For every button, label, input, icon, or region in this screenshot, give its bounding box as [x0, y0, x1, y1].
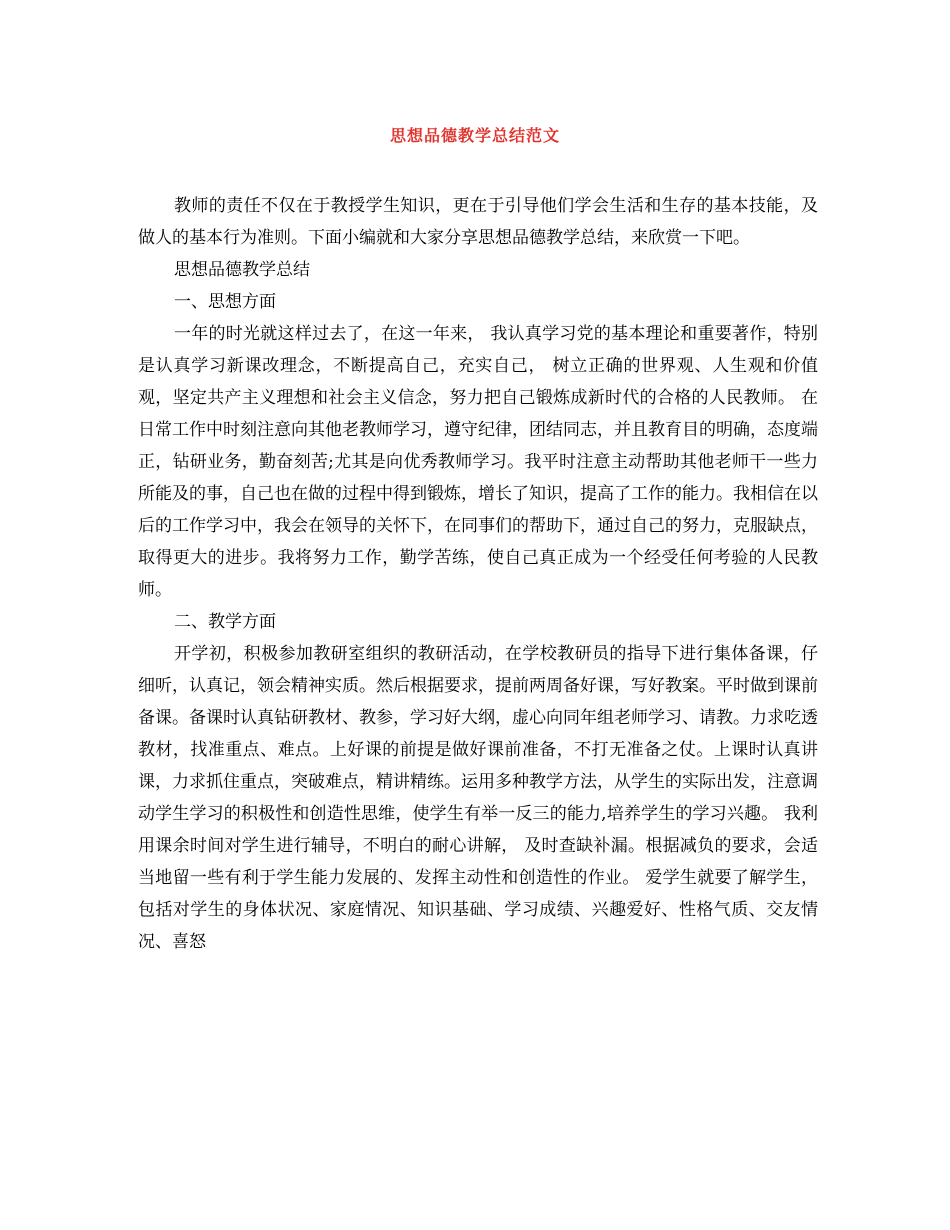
- intro-paragraph: 教师的责任不仅在于教授学生知识，更在于引导他们学会生活和生存的基本技能，及做人的基本行为准则。下面小编就和大家分享思想品德教学总结，来欣赏一下吧。: [138, 196, 818, 248]
- section-heading-summary: 思想品德教学总结: [174, 260, 310, 280]
- document-body: [138, 190, 818, 958]
- thought-paragraph: 一年的时光就这样过去了，在这一年来， 我认真学习党的基本理论和重要著作，特别是认真学习新课改理念，不断提高自己，充实自己， 树立正确的世界观、人生观和价值观，坚定共产主义理想和社会主义信念，努力把自己锻炼成新时代的合格的人民教师。 在日常工作中时刻注意向其他老教师学习，遵守纪律，团结同志，并且教育目的明确，态度端正，钻研业务，勤奋刻苦;尤其是向优秀教师学习。我平时注意主动帮助其他老师干一些力所能及的事，自己也在做的过程中得到锻炼，增长了知识，提高了工作的能力。我相信在以后的工作学习中，我会在领导的关怀下，在同事们的帮助下，通过自己的努力，克服缺点，取得更大的进步。我将努力工作，勤学苦练，使自己真正成为一个经受任何考验的人民教师。: [138, 324, 818, 600]
- teaching-paragraph: 开学初，积极参加教研室组织的教研活动，在学校教研员的指导下进行集体备课，仔细听，认真记，领会精神实质。然后根据要求，提前两周备好课，写好教案。平时做到课前备课。备课时认真钻研教材、教参，学习好大纲，虚心向同年组老师学习、请教。力求吃透教材，找准重点、难点。上好课的前提是做好课前准备，不打无准备之仗。上课时认真讲课，力求抓住重点，突破难点，精讲精练。运用多种教学方法，从学生的实际出发，注意调动学生学习的积极性和创造性思维，使学生有举一反三的能力,培养学生的学习兴趣。 我利用课余时间对学生进行辅导，不明白的耐心讲解， 及时查缺补漏。根据减负的要求，会适当地留一些有利于学生能力发展的、发挥主动性和创造性的作业。 爱学生就要了解学生，包括对学生的身体状况、家庭情况、知识基础、学习成绩、兴趣爱好、性格气质、交友情况、喜怒: [138, 644, 818, 952]
- document-title: 思想品德教学总结范文: [389, 126, 560, 145]
- section-heading-teaching: 二、教学方面: [174, 612, 276, 632]
- section-heading-thought: 一、思想方面: [174, 292, 276, 312]
